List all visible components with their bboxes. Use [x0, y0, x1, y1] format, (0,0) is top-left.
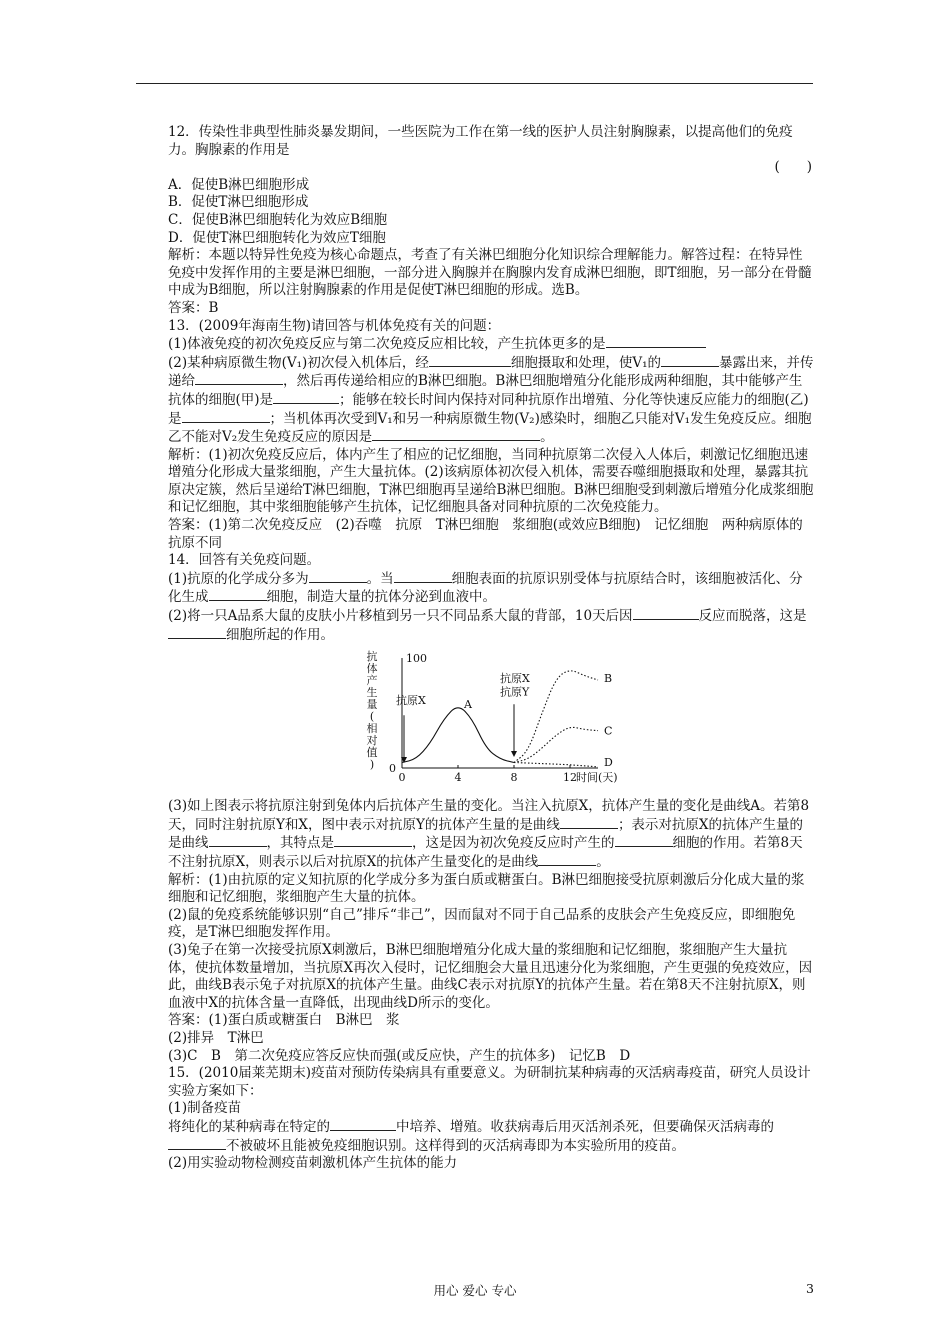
x-tick-label: 12 [563, 771, 577, 785]
x-tick-label: 4 [454, 771, 462, 785]
q12-stem: 12．传染性非典型性肺炎暴发期间，一些医院为工作在第一线的医护人员注射胸腺素，以提高他们的免疫力。胸腺素的作用是 [168, 124, 793, 158]
antibody-chart [168, 646, 814, 792]
q12-option-b: B．促使T淋巴细胞形成 [168, 194, 309, 211]
x-axis-label: 时间(天) [576, 771, 618, 785]
q15-stem: 15．(2010届莱芜期末)疫苗对预防传染病具有重要意义。为研制抗某种病毒的灭活病毒疫苗，研究人员设计实验方案如下： [168, 1065, 811, 1099]
q13-part1: (1)体液免疫的初次免疫反应与第二次免疫反应相比较，产生抗体更多的是 [168, 335, 814, 354]
q14-part3: (3)如上图表示将抗原注射到兔体内后抗体产生量的变化。当注入抗原X，抗体产生量的变化是曲线A。若第8天，同时注射抗原Y和X，图中表示对抗原Y的抗体产生量的是曲线 ；表示对抗原X的抗体产生量的是曲线 ，其特点是 ，这是因为初次免疫反应时产生的 细胞的作用。若第8天不注射抗原X，则表示以后对抗原X的抗体产生量变化的是曲线 。 [168, 798, 810, 870]
header-rule [136, 83, 813, 84]
y-axis-label-char: 对 [366, 734, 378, 748]
series-label-c: C [604, 724, 613, 738]
series-label-d: D [604, 756, 613, 770]
series-line-d [514, 763, 598, 767]
series-line-a [402, 708, 514, 763]
q12-answer: 答案：B [168, 299, 219, 316]
annotation-antigen-x-second: 抗原X [500, 672, 530, 686]
q12-bracket: ( ) [774, 159, 812, 176]
arrow-head [511, 751, 517, 757]
q15-part3: (2)用实验动物检测疫苗刺激机体产生抗体的能力 [168, 1155, 458, 1172]
q12-option-d: D．促使T淋巴细胞转化为效应T细胞 [168, 229, 386, 246]
q14-analysis-3: (3)兔子在第一次接受抗原X刺激后，B淋巴细胞增殖分化成大量的浆细胞和记忆细胞，浆细胞产生大量抗体，使抗体数量增加，当抗原X再次入侵时，记忆细胞会大量且迅速分化为浆细胞，产生更强的免疫效应，因此，曲线B表示兔子对抗原X的抗体产生量。曲线C表示对抗原Y的抗体产生量。若在第8天不注射抗原X，则血液中X的抗体含量一直降低，出现曲线D所示的变化。 [168, 941, 813, 1011]
y-tick-label: 100 [406, 652, 427, 666]
q12-option-a: A．促使B淋巴细胞形成 [168, 176, 310, 193]
y-axis-label-char: 产 [366, 674, 378, 688]
page-content [168, 124, 814, 1173]
y-axis-label-char: 相 [366, 722, 378, 736]
page-number: 3 [806, 1281, 814, 1296]
y-tick-label: 0 [389, 762, 396, 776]
q14-part2: (2)将一只A品系大鼠的皮肤小片移植到另一只不同品系大鼠的背部，10天后因 反应而脱落，这是细胞所起的作用。 [168, 608, 807, 643]
q13-part2: (2)某种病原微生物(V₁)初次侵入机体后，经 细胞摄取和处理，使V₁的 暴露出来，并传递给 ，然后再传递给相应的B淋巴细胞。B淋巴细胞增殖分化能形成两种细胞，其中能够产生抗体的细胞(甲)是 ；能够在较长时间内保持对同种抗原作出增殖、分化等快速反应能力的细胞(乙)是 ；当机体再次受到V₁和另一种病原微生物(V₂)感染时，细胞乙只能对V₁发生免疫反应。细胞乙不能对V₂发生免疫反应的原因是 。 [168, 354, 814, 446]
q15-part1: (1)制备疫苗 [168, 1100, 242, 1117]
y-axis-label-char: 值 [366, 746, 378, 760]
annotation-antigen-y: 抗原Y [500, 685, 530, 699]
q15-part2: 将纯化的某种病毒在特定的 中培养、增殖。收获病毒后用灭活剂杀死，但要确保灭活病毒的不被破坏且能被免疫细胞识别。这样得到的灭活病毒即为本实验所用的疫苗。 [168, 1118, 774, 1154]
y-axis-label-char: 量 [366, 698, 378, 712]
q13-analysis: 解析：(1)初次免疫反应后，体内产生了相应的记忆细胞，当同种抗原第二次侵入人体后，刺激记忆细胞迅速增殖分化形成大量浆细胞，产生大量抗体。(2)该病原体初次侵入机体，需要吞噬细胞摄取和处理，暴露其抗原决定簇，然后呈递给T淋巴细胞，T淋巴细胞再呈递给B淋巴细胞。B淋巴细胞受到刺激后增殖分化成浆细胞和记忆细胞，其中浆细胞能够产生抗体，记忆细胞具备对同种抗原的二次免疫能力。 [168, 446, 814, 516]
q13-answer: 答案：(1)第二次免疫反应 (2)吞噬 抗原 T淋巴细胞 浆细胞(或效应B细胞) 记忆细胞 两种病原体的抗原不同 [168, 517, 803, 551]
y-axis-label-char: 体 [366, 662, 378, 676]
annotation-antigen-x-initial: 抗原X [396, 694, 426, 708]
series-line-c [514, 728, 598, 763]
q14-answer-1: 答案：(1)蛋白质或糖蛋白 B淋巴 浆 [168, 1012, 400, 1029]
x-tick-label: 8 [510, 771, 518, 785]
y-axis-label-char: ) [369, 758, 375, 772]
q12-analysis: 解析：本题以特异性免疫为核心命题点，考查了有关淋巴细胞分化知识综合理解能力。解答过程：在特异性免疫中发挥作用的主要是淋巴细胞，一部分进入胸腺并在胸腺内发育成淋巴细胞，即T细胞，另一部分在骨髓中成为B细胞，所以注射胸腺素的作用是促使T淋巴细胞的形成。选B。 [168, 247, 812, 299]
q14-analysis-2: (2)鼠的免疫系统能够识别“自己”排斥“非己”，因而鼠对不同于自己品系的皮肤会产生免疫反应，即细胞免疫，是T淋巴细胞发挥作用。 [168, 906, 796, 941]
antibody-chart-svg [358, 646, 618, 792]
y-axis-label-char: 抗 [366, 650, 378, 664]
y-axis-label-char: ( [369, 710, 375, 724]
series-label-a: A [464, 698, 472, 712]
series-label-b: B [604, 672, 613, 686]
q14-stem: 14．回答有关免疫问题。 [168, 552, 321, 569]
q12-option-c: C．促使B淋巴细胞转化为效应B细胞 [168, 211, 388, 228]
x-tick-label: 0 [398, 771, 406, 785]
q14-answer-3: (3)C B 第二次免疫应答反应快而强(或反应快，产生的抗体多) 记忆B D [168, 1047, 631, 1064]
footer-slogan: 用心 爱心 专心 [433, 1283, 517, 1298]
q14-answer-2: (2)排异 T淋巴 [168, 1029, 264, 1046]
q13-stem: 13．(2009年海南生物)请回答与机体免疫有关的问题： [168, 317, 501, 334]
q14-analysis-1: 解析：(1)由抗原的定义知抗原的化学成分多为蛋白质或糖蛋白。B淋巴细胞接受抗原刺激后分化成大量的浆细胞和记忆细胞，浆细胞产生大量的抗体。 [168, 871, 805, 906]
y-axis-label-char: 生 [366, 686, 378, 700]
q14-part1: (1)抗原的化学成分多为 。当 细胞表面的抗原识别受体与抗原结合时，该细胞被活化、分化生成 细胞，制造大量的抗体分泌到血液中。 [168, 570, 803, 606]
